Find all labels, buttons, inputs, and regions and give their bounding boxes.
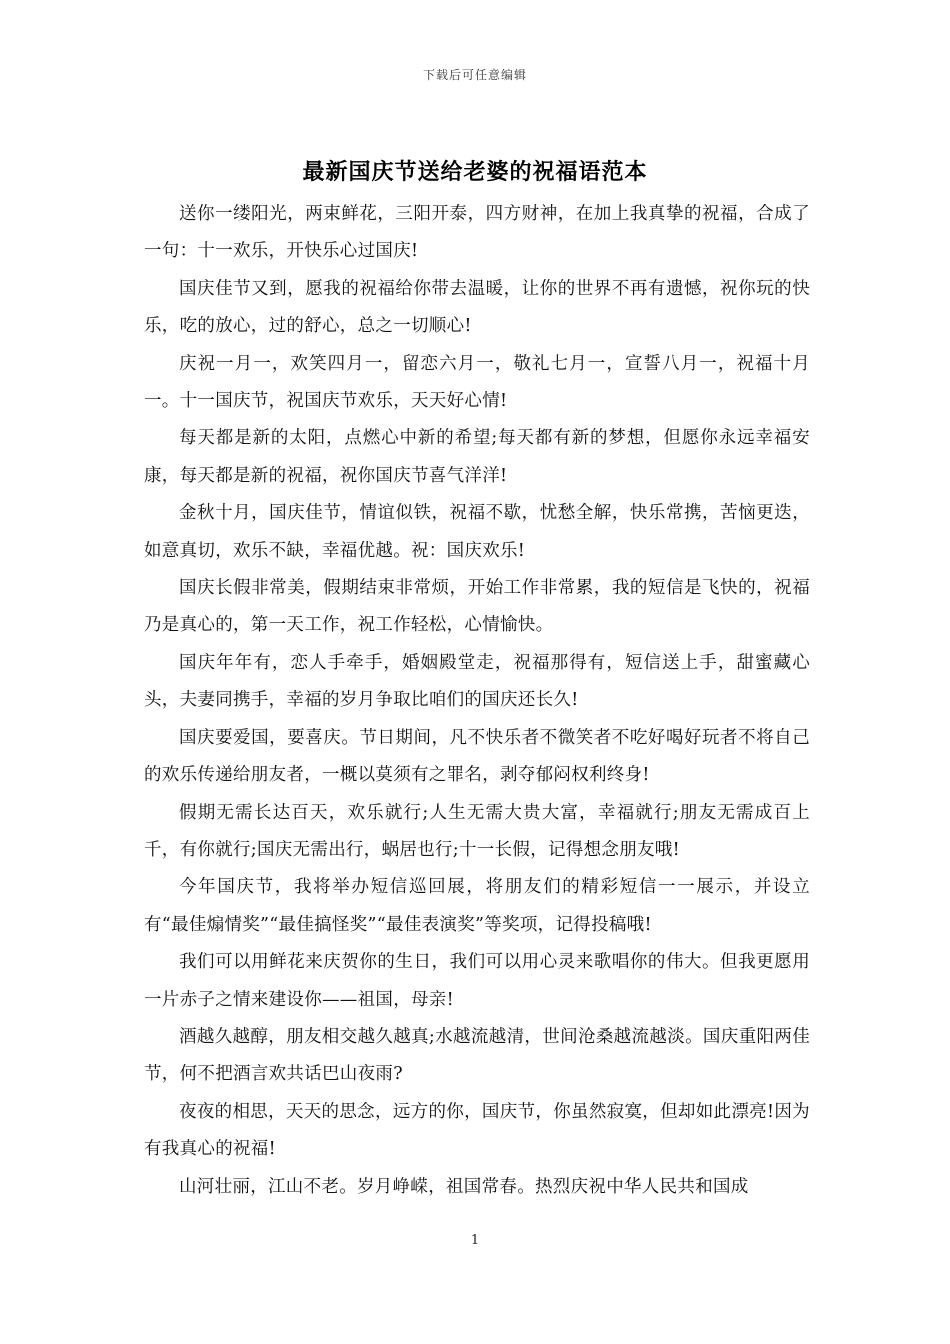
paragraph: 国庆要爱国，要喜庆。节日期间，凡不快乐者不微笑者不吃好喝好玩者不将自己的欢乐传递给朋友者，一概以莫须有之罪名，剥夺郁闷权利终身! bbox=[144, 727, 810, 786]
paragraph: 酒越久越醇，朋友相交越久越真;水越流越清，世间沧桑越流越淡。国庆重阳两佳节，何不把酒言欢共话巴山夜雨? bbox=[144, 1026, 810, 1085]
paragraph: 每天都是新的太阳，点燃心中新的希望;每天都有新的梦想，但愿你永远幸福安康，每天都是新的祝福，祝你国庆节喜气洋洋! bbox=[144, 428, 810, 486]
paragraph: 假期无需长达百天，欢乐就行;人生无需大贵大富，幸福就行;朋友无需成百上千，有你就行;国庆无需出行，蜗居也行;十一长假，记得想念朋友哦! bbox=[144, 802, 810, 860]
paragraph: 国庆年年有，恋人手牵手，婚姻殿堂走，祝福那得有，短信送上手，甜蜜藏心头，夫妻同携手，幸福的岁月争取比咱们的国庆还长久! bbox=[144, 652, 810, 711]
paragraph: 国庆佳节又到，愿我的祝福给你带去温暖，让你的世界不再有遗憾，祝你玩的快乐，吃的放心，过的舒心，总之一切顺心! bbox=[144, 278, 810, 337]
document-body bbox=[144, 196, 810, 1206]
paragraph: 山河壮丽，江山不老。岁月峥嵘，祖国常春。热烈庆祝中华人民共和国成 bbox=[179, 1176, 749, 1197]
paragraph: 国庆长假非常美，假期结束非常烦，开始工作非常累，我的短信是飞快的，祝福乃是真心的，第一天工作，祝工作轻松，心情愉快。 bbox=[144, 578, 810, 636]
page-number: 1 bbox=[470, 1233, 480, 1248]
page-header-note: 下载后可任意编辑 bbox=[422, 68, 527, 82]
paragraph: 庆祝一月一，欢笑四月一，留恋六月一，敬礼七月一，宣誓八月一，祝福十月一。十一国庆节，祝国庆节欢乐，天天好心情! bbox=[144, 353, 810, 412]
paragraph: 今年国庆节，我将举办短信巡回展，将朋友们的精彩短信一一展示，并设立有“最佳煽情奖”“最佳搞怪奖”“最佳表演奖”等奖项，记得投稿哦! bbox=[144, 877, 810, 935]
paragraph: 送你一缕阳光，两束鲜花，三阳开泰，四方财神，在加上我真挚的祝福，合成了一句：十一欢乐，开快乐心过国庆! bbox=[144, 204, 810, 262]
paragraph: 我们可以用鲜花来庆贺你的生日，我们可以用心灵来歌唱你的伟大。但我更愿用一片赤子之情来建设你——祖国，母亲! bbox=[144, 952, 810, 1010]
paragraph: 夜夜的相思，天天的思念，远方的你，国庆节，你虽然寂寞，但却如此漂亮!因为有我真心的祝福! bbox=[144, 1101, 810, 1160]
paragraph: 金秋十月，国庆佳节，情谊似铁，祝福不歇，忧愁全解，快乐常携，苦恼更迭，如意真切，欢乐不缺，幸福优越。祝：国庆欢乐! bbox=[144, 503, 810, 561]
document-title: 最新国庆节送给老婆的祝福语范本 bbox=[302, 159, 648, 185]
